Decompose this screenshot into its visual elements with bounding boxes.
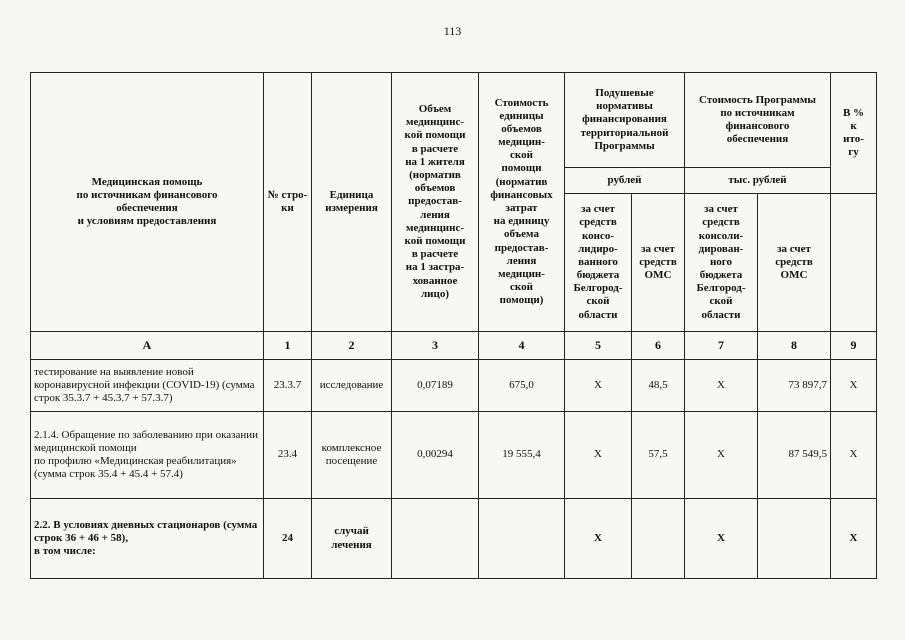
row-volume: 0,00294 — [392, 412, 479, 499]
column-number: 5 — [565, 332, 632, 360]
header-unit-thousand-rubles: тыс. рублей — [685, 168, 831, 194]
row-program-budget: Х — [685, 360, 758, 412]
column-number: 6 — [632, 332, 685, 360]
row-program-oms: 87 549,5 — [758, 412, 831, 499]
row-percent: Х — [831, 412, 877, 499]
table-row — [31, 360, 877, 412]
table-row — [31, 412, 877, 499]
column-number: 1 — [264, 332, 312, 360]
row-unit: исследование — [312, 360, 392, 412]
row-name: тестирование на выявление новой коронавирусной инфекции (COVID-19) (сумма строк 35.3.7 + 45.3.7 + 57.3.7) — [31, 360, 264, 412]
header-source-budget-7: за счет средств консоли- дирован- ного бюджета Белгород- ской области — [685, 194, 758, 332]
table-row — [31, 499, 877, 579]
row-per-capita-oms — [632, 499, 685, 579]
row-volume: 0,07189 — [392, 360, 479, 412]
column-number: 2 — [312, 332, 392, 360]
row-per-capita-budget: Х — [565, 499, 632, 579]
row-number: 23.3.7 — [264, 360, 312, 412]
row-cost: 675,0 — [479, 360, 565, 412]
header-percent: В % к ито- гу — [831, 73, 877, 194]
row-number: 24 — [264, 499, 312, 579]
column-number: 3 — [392, 332, 479, 360]
row-per-capita-budget: Х — [565, 412, 632, 499]
header-per-capita: Подушевые нормативы финансирования территориальной Программы — [565, 73, 685, 168]
row-per-capita-budget: Х — [565, 360, 632, 412]
column-number: 7 — [685, 332, 758, 360]
header-source-oms-8: за счет средств ОМС — [758, 194, 831, 332]
row-name: 2.2. В условиях дневных стационаров (сумма строк 36 + 46 + 58), в том числе: — [31, 499, 264, 579]
header-volume: Объем мединцинс- кой помощи в расчете на 1 жителя (норматив объемов предостав- ления мединцинс- кой помощи в расчете на 1 застра- хованное лицо) — [392, 73, 479, 332]
row-percent: Х — [831, 360, 877, 412]
row-program-budget: Х — [685, 499, 758, 579]
header-name: Медицинская помощь по источникам финансового обеспечения и условиям предоставления — [31, 73, 264, 332]
row-program-oms: 73 897,7 — [758, 360, 831, 412]
page-number: 113 — [443, 24, 462, 38]
row-unit: случай лечения — [312, 499, 392, 579]
header-percent-blank — [831, 194, 877, 332]
header-program-cost: Стоимость Программы по источникам финансового обеспечения — [685, 73, 831, 168]
row-program-budget: Х — [685, 412, 758, 499]
header-unit-rubles: рублей — [565, 168, 685, 194]
row-per-capita-oms: 57,5 — [632, 412, 685, 499]
header-row-top — [31, 73, 877, 168]
column-number: 9 — [831, 332, 877, 360]
row-per-capita-oms: 48,5 — [632, 360, 685, 412]
row-unit: комплексное посещение — [312, 412, 392, 499]
column-number-row — [31, 332, 877, 360]
column-number: 8 — [758, 332, 831, 360]
row-number: 23.4 — [264, 412, 312, 499]
row-volume — [392, 499, 479, 579]
column-number: 4 — [479, 332, 565, 360]
row-name: 2.1.4. Обращение по заболеванию при оказании медицинской помощи по профилю «Медицинская реабилитация» (сумма строк 35.4 + 45.4 + 57.4) — [31, 412, 264, 499]
header-cost: Стоимость единицы объемов медицин- ской помощи (норматив финансовых затрат на единицу объема предостав- ления медицин- ской помощи) — [479, 73, 565, 332]
header-source-budget-5: за счет средств консо- лидиро- ванного бюджета Белгород- ской области — [565, 194, 632, 332]
header-row-no: № стро- ки — [264, 73, 312, 332]
row-program-oms — [758, 499, 831, 579]
row-cost — [479, 499, 565, 579]
header-unit: Единица измерения — [312, 73, 392, 332]
row-percent: Х — [831, 499, 877, 579]
financing-table — [30, 72, 877, 579]
column-number: А — [31, 332, 264, 360]
row-cost: 19 555,4 — [479, 412, 565, 499]
header-source-oms-6: за счет средств ОМС — [632, 194, 685, 332]
